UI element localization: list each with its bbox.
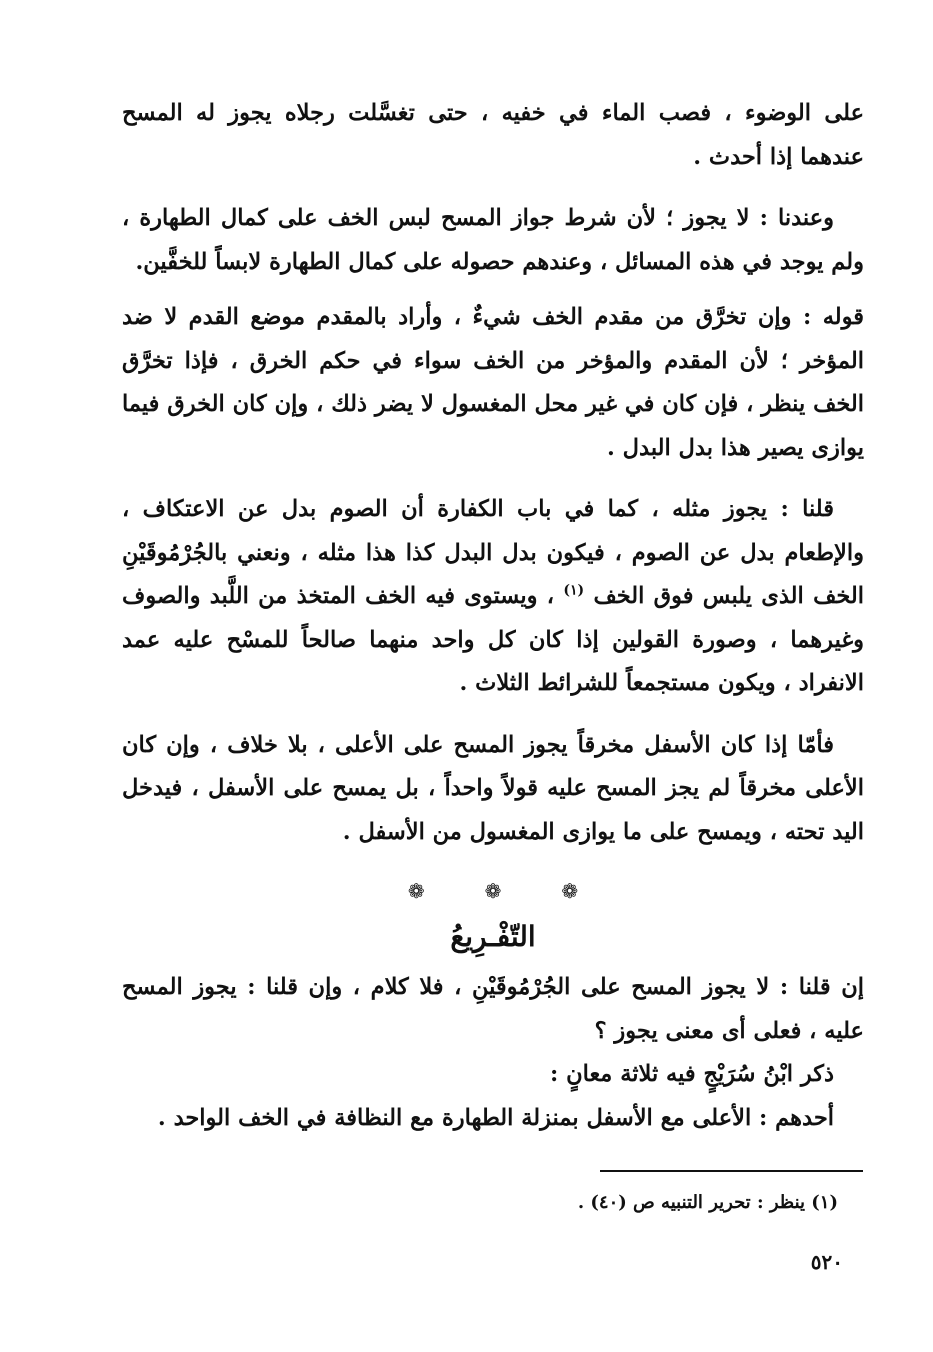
footnote-marker: (١) <box>563 582 585 599</box>
section-heading: التّفْـرِيعُ <box>450 920 536 953</box>
paragraph-4-text-a: قلنا : يجوز مثله ، كما في باب الكفارة أن الصوم بدل عن الاعتكاف ، والإطعام بدل عن الصوم ، فيكون بدل البدل كذا هذا مثله ، ونعني بالجُرْمُوقَيْنِ الخف الذى يلبس فوق الخف <box>122 496 864 609</box>
star-ornament: ❁ <box>561 879 579 903</box>
page-number: ٥٢٠ <box>810 1250 843 1274</box>
paragraph-4 <box>122 488 864 706</box>
star-ornament: ❁ <box>484 879 502 903</box>
page-body <box>122 92 864 1140</box>
paragraph-1: على الوضوء ، فصب الماء في خفيه ، حتى تغسَّلت رجلاه يجوز له المسح عندهما إذا أحدث . <box>122 100 864 170</box>
section-separator <box>122 874 864 908</box>
footnote-divider <box>600 1170 863 1172</box>
paragraph-3: قوله : وإن تخرَّق من مقدم الخف شيءٌ ، وأراد بالمقدم موضع القدم لا ضد المؤخر ؛ لأن المقدم والمؤخر من الخف سواء في حكم الخرق ، فإذا تخرَّق الخف ينظر ، فإن كان في غير محل المغسول لا يضر ذلك ، وإن كان الخرق فيما يوازى يصير هذا بدل البدل . <box>122 304 864 461</box>
paragraph-4-text-b: ، ويستوى فيه الخف المتخذ من اللَّبد والصوف وغيرهما ، وصورة القولين إذا كان كل واحد منهما صالحاً للمسْح عليه عمد الانفراد ، ويكون مستجمعاً للشرائط الثلاث . <box>122 583 864 696</box>
paragraph-6: إن قلنا : لا يجوز المسح على الجُرْمُوقَيْنِ ، فلا كلام ، وإن قلنا : يجوز المسح عليه ، فعلى أى معنى يجوز ؟ <box>122 974 864 1044</box>
star-ornament: ❁ <box>407 879 425 903</box>
footnote: (١) ينظر : تحرير التنبيه ص (٤٠) . <box>577 1192 838 1213</box>
paragraph-7: ذكر ابْنُ سُرَيْجٍ فيه ثلاثة معانٍ : <box>549 1061 834 1087</box>
paragraph-2: وعندنا : لا يجوز ؛ لأن شرط جواز المسح لبس الخف على كمال الطهارة ، ولم يوجد في هذه المسائل ، وعندهم حصوله على كمال الطهارة لابساً للخفَّين. <box>122 205 864 275</box>
paragraph-5: فأمّا إذا كان الأسفل مخرقاً يجوز المسح على الأعلى ، بلا خلاف ، وإن كان الأعلى مخرقاً لم يجز المسح عليه قولاً واحداً ، بل يمسح على الأسفل ، فيدخل اليد تحته ، ويمسح على ما يوازى المغسول من الأسفل . <box>122 731 864 845</box>
paragraph-8: أحدهم : الأعلى مع الأسفل بمنزلة الطهارة مع النظافة في الخف الواحد . <box>157 1104 834 1131</box>
